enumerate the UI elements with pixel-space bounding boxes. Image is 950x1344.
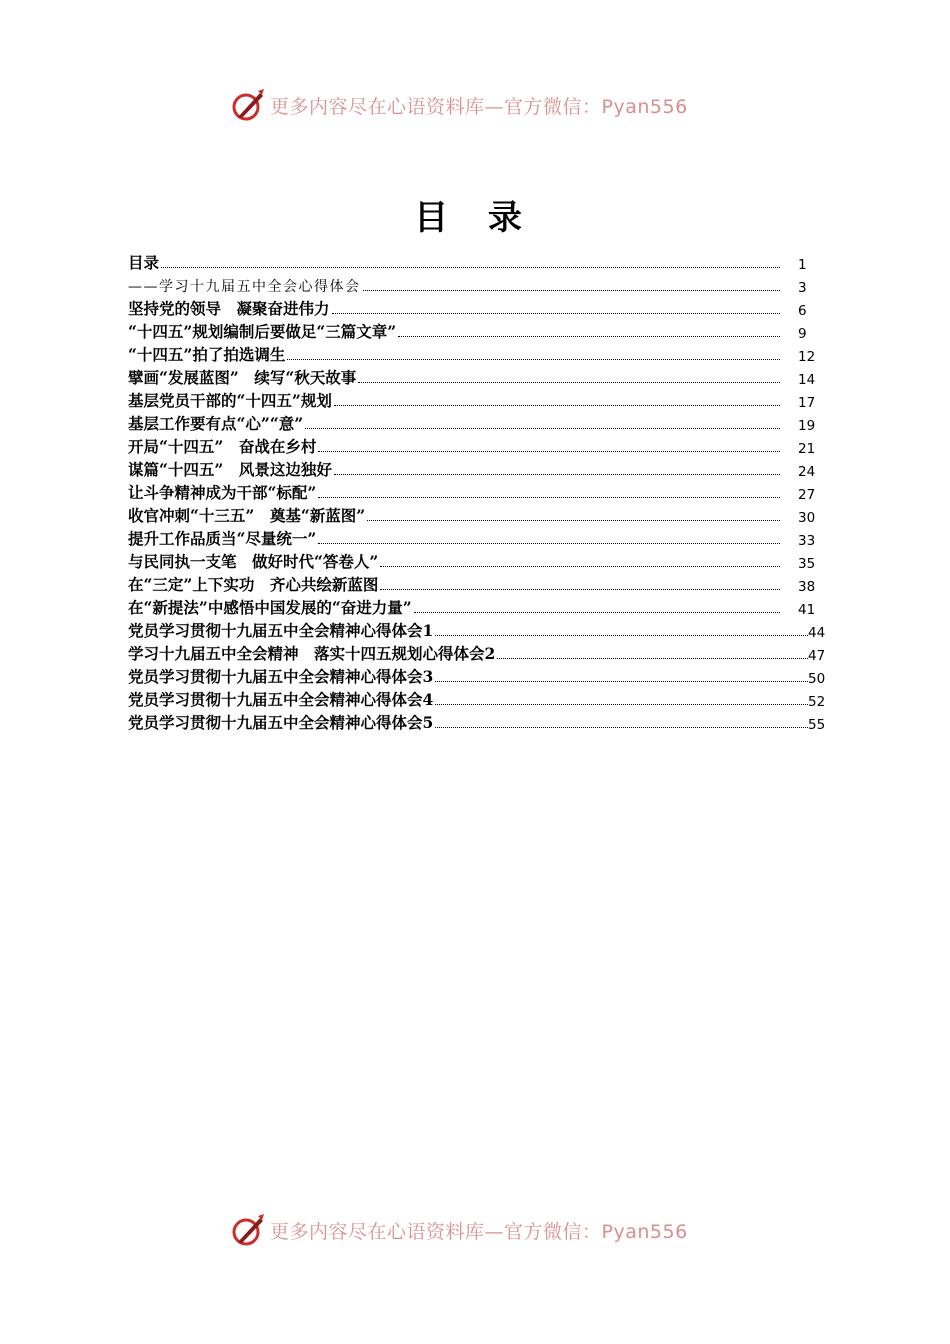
toc-page-number: 30: [798, 510, 816, 526]
toc-entry[interactable]: [128, 526, 828, 549]
dot-leader: [380, 566, 780, 567]
toc-entry[interactable]: [128, 687, 828, 710]
toc-entry-title: 目录: [128, 253, 160, 272]
quill-pen-icon: [230, 1212, 266, 1248]
toc-entry[interactable]: [128, 457, 828, 480]
toc-page-number: 19: [798, 418, 816, 434]
toc-entry[interactable]: [128, 250, 828, 273]
dot-leader: [435, 727, 808, 728]
toc-entry-title: 基层党员干部的“十四五”规划: [128, 391, 332, 410]
toc-page-number: 27: [798, 487, 816, 503]
toc-page-number: 3: [798, 280, 807, 296]
watermark-text: 更多内容尽在心语资料库—官方微信：Pyan556: [270, 1220, 688, 1243]
toc-entry[interactable]: [128, 503, 828, 526]
toc-entry[interactable]: [128, 595, 828, 618]
dot-leader: [334, 474, 780, 475]
toc-entry-title: 坚持党的领导 凝聚奋进伟力: [128, 299, 330, 318]
toc-entry[interactable]: [128, 434, 828, 457]
toc-entry-title: 在“新提法”中感悟中国发展的“奋进力量”: [128, 598, 412, 617]
toc-entry-title: ——学习十九届五中全会心得体会: [128, 279, 361, 295]
toc-entry[interactable]: [128, 572, 828, 595]
toc-page-number: 12: [798, 349, 816, 365]
header-watermark-banner: [0, 85, 950, 125]
dot-leader: [305, 428, 780, 429]
footer-watermark-banner: [0, 1210, 950, 1250]
toc-page-number: 6: [798, 303, 807, 319]
toc-entry[interactable]: [128, 365, 828, 388]
toc-entry[interactable]: [128, 480, 828, 503]
toc-page-number: 47: [808, 648, 826, 664]
toc-page-number: 55: [808, 717, 826, 733]
dot-leader: [367, 520, 780, 521]
toc-entry-title: 基层工作要有点“心”“意”: [128, 414, 304, 433]
quill-pen-icon: [230, 87, 266, 123]
toc-entry[interactable]: [128, 296, 828, 319]
table-of-contents: [128, 250, 828, 733]
dot-leader: [497, 658, 808, 659]
toc-entry-title: 在“三定”上下实功 齐心共绘新蓝图: [128, 575, 379, 594]
toc-page-number: 9: [798, 326, 807, 342]
dot-leader: [334, 405, 780, 406]
toc-entry-title: 让斗争精神成为干部“标配”: [128, 483, 317, 502]
toc-entry-title: 学习十九届五中全会精神 落实十四五规划心得体会2: [128, 644, 496, 663]
toc-entry[interactable]: [128, 342, 828, 365]
toc-page-number: 44: [808, 625, 826, 641]
dot-leader: [332, 313, 780, 314]
toc-page-number: 1: [798, 257, 807, 273]
toc-page-number: 33: [798, 533, 816, 549]
dot-leader: [435, 704, 808, 705]
toc-entry[interactable]: [128, 388, 828, 411]
toc-entry-title: 收官冲刺“十三五” 奠基“新蓝图”: [128, 506, 366, 525]
toc-entry-title: 党员学习贯彻十九届五中全会精神心得体会1: [128, 621, 434, 640]
toc-entry-title: 擘画“发展蓝图” 续写“秋天故事: [128, 368, 357, 387]
toc-entry[interactable]: [128, 549, 828, 572]
toc-entry[interactable]: [128, 710, 828, 733]
dot-leader: [318, 497, 780, 498]
dot-leader: [358, 382, 780, 383]
toc-page-number: 41: [798, 602, 816, 618]
dot-leader: [287, 359, 780, 360]
toc-page-number: 35: [798, 556, 816, 572]
toc-entry[interactable]: [128, 319, 828, 342]
page-title: 目 录: [414, 198, 536, 238]
toc-entry[interactable]: [128, 641, 828, 664]
toc-entry-title: 开局“十四五” 奋战在乡村: [128, 437, 317, 456]
toc-entry[interactable]: [128, 273, 828, 296]
toc-entry-title: 谋篇“十四五” 风景这边独好: [128, 460, 332, 479]
dot-leader: [435, 635, 808, 636]
dot-leader: [161, 267, 780, 268]
toc-entry-title: “十四五”拍了拍选调生: [128, 345, 286, 364]
toc-page-number: 14: [798, 372, 816, 388]
toc-entry-title: “十四五”规划编制后要做足“三篇文章”: [128, 322, 397, 341]
dot-leader: [318, 451, 780, 452]
toc-page-number: 50: [808, 671, 826, 687]
dot-leader: [380, 589, 780, 590]
toc-entry-title: 党员学习贯彻十九届五中全会精神心得体会3: [128, 667, 434, 686]
dot-leader: [414, 612, 780, 613]
watermark-text: 更多内容尽在心语资料库—官方微信：Pyan556: [270, 95, 688, 118]
toc-page-number: 17: [798, 395, 816, 411]
dot-leader: [398, 336, 780, 337]
toc-entry[interactable]: [128, 411, 828, 434]
dot-leader: [318, 543, 780, 544]
toc-entry-title: 党员学习贯彻十九届五中全会精神心得体会4: [128, 690, 434, 709]
dot-leader: [363, 290, 781, 291]
toc-entry[interactable]: [128, 618, 828, 641]
toc-page-number: 52: [808, 694, 826, 710]
dot-leader: [435, 681, 808, 682]
toc-page-number: 21: [798, 441, 816, 457]
toc-page-number: 24: [798, 464, 816, 480]
toc-entry-title: 党员学习贯彻十九届五中全会精神心得体会5: [128, 713, 434, 732]
toc-entry-title: 提升工作品质当“尽量统一”: [128, 529, 317, 548]
toc-entry[interactable]: [128, 664, 828, 687]
toc-entry-title: 与民同执一支笔 做好时代“答卷人”: [128, 552, 379, 571]
toc-page-number: 38: [798, 579, 816, 595]
